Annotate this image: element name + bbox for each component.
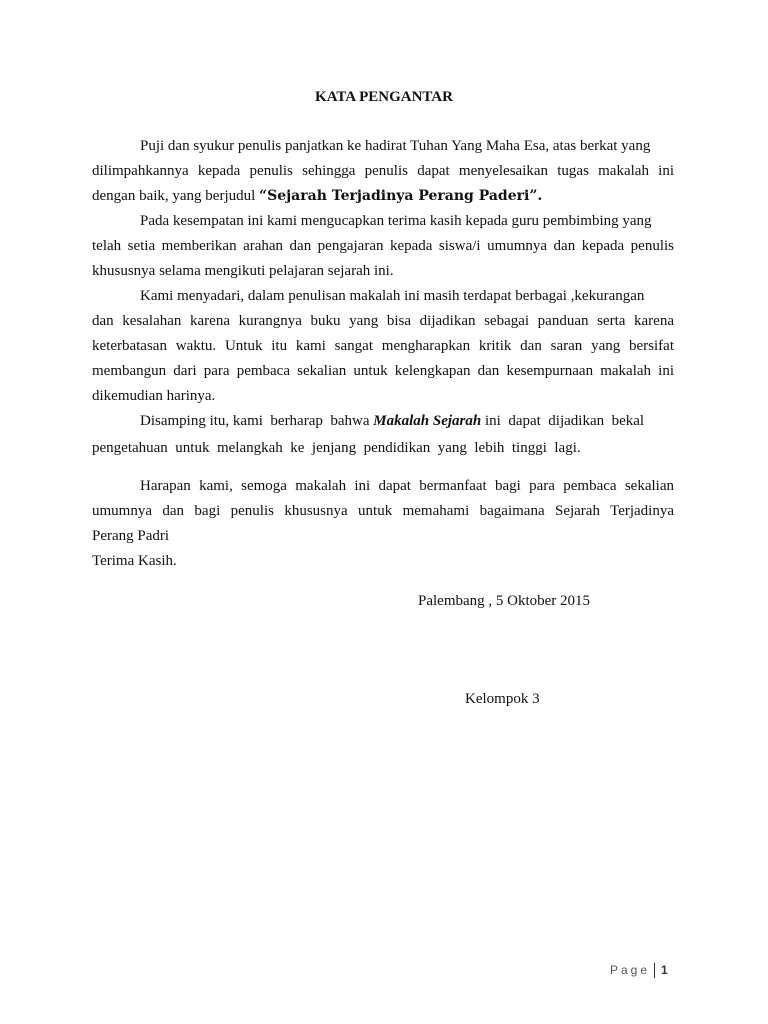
paragraph-3-line-5: dikemudian harinya. — [92, 388, 216, 404]
page-label: Page — [610, 963, 651, 977]
signature-group: Kelompok 3 — [465, 691, 540, 707]
paragraph-3-line-1: Kami menyadari, dalam penulisan makalah ini masih terdapat berbagai ,kekurangan — [140, 288, 645, 304]
paragraph-3-line-2: dan kesalahan karena kurangnya buku yang bisa dijadikan sebagai panduan serta karena — [92, 313, 674, 329]
paragraph-4-line-2: pengetahuan untuk melangkah ke jenjang pendidikan yang lebih tinggi lagi. — [92, 440, 581, 456]
footer-divider — [654, 963, 655, 978]
paragraph-5-line-3: Perang Padri — [92, 528, 170, 544]
paragraph-4-text-a: Disamping itu, kami berharap bahwa — [140, 413, 374, 429]
page-title: KATA PENGANTAR — [315, 89, 453, 105]
page-number: 1 — [661, 963, 668, 977]
paragraph-5-line-1: Harapan kami, semoga makalah ini dapat bermanfaat bagi para pembaca sekalian — [140, 478, 674, 494]
paragraph-3-line-3: keterbatasan waktu. Untuk itu kami sangat mengharapkan kritik dan saran yang bersifat — [92, 338, 674, 354]
paragraph-1-line-1: Puji dan syukur penulis panjatkan ke hadirat Tuhan Yang Maha Esa, atas berkat yang — [140, 138, 651, 154]
page-footer — [610, 963, 668, 978]
place-date: Palembang , 5 Oktober 2015 — [418, 593, 591, 609]
paragraph-1-text: dengan baik, yang berjudul — [92, 188, 260, 204]
paragraph-1-line-2: dilimpahkannya kepada penulis sehingga penulis dapat menyelesaikan tugas makalah ini — [92, 163, 674, 179]
paragraph-4-line-1 — [140, 412, 644, 430]
makalah-sejarah-emphasis: Makalah Sejarah — [373, 413, 482, 429]
paragraph-1-line-3 — [92, 187, 542, 205]
paragraph-4-text-c: ini dapat dijadikan bekal — [481, 413, 645, 429]
makalah-title-quote: “Sejarah Terjadinya Perang Paderi”. — [259, 188, 543, 204]
paragraph-2-line-2: telah setia memberikan arahan dan pengajaran kepada siswa/i umumnya dan kepada penulis — [92, 238, 674, 254]
closing-text: Terima Kasih. — [92, 553, 177, 569]
paragraph-3-line-4: membangun dari para pembaca sekalian untuk kelengkapan dan kesempurnaan makalah ini — [92, 363, 674, 379]
paragraph-5-line-2: umumnya dan bagi penulis khususnya untuk memahami bagaimana Sejarah Terjadinya — [92, 503, 674, 519]
paragraph-2-line-1: Pada kesempatan ini kami mengucapkan terima kasih kepada guru pembimbing yang — [140, 213, 652, 229]
paragraph-2-line-3: khususnya selama mengikuti pelajaran sejarah ini. — [92, 263, 394, 279]
